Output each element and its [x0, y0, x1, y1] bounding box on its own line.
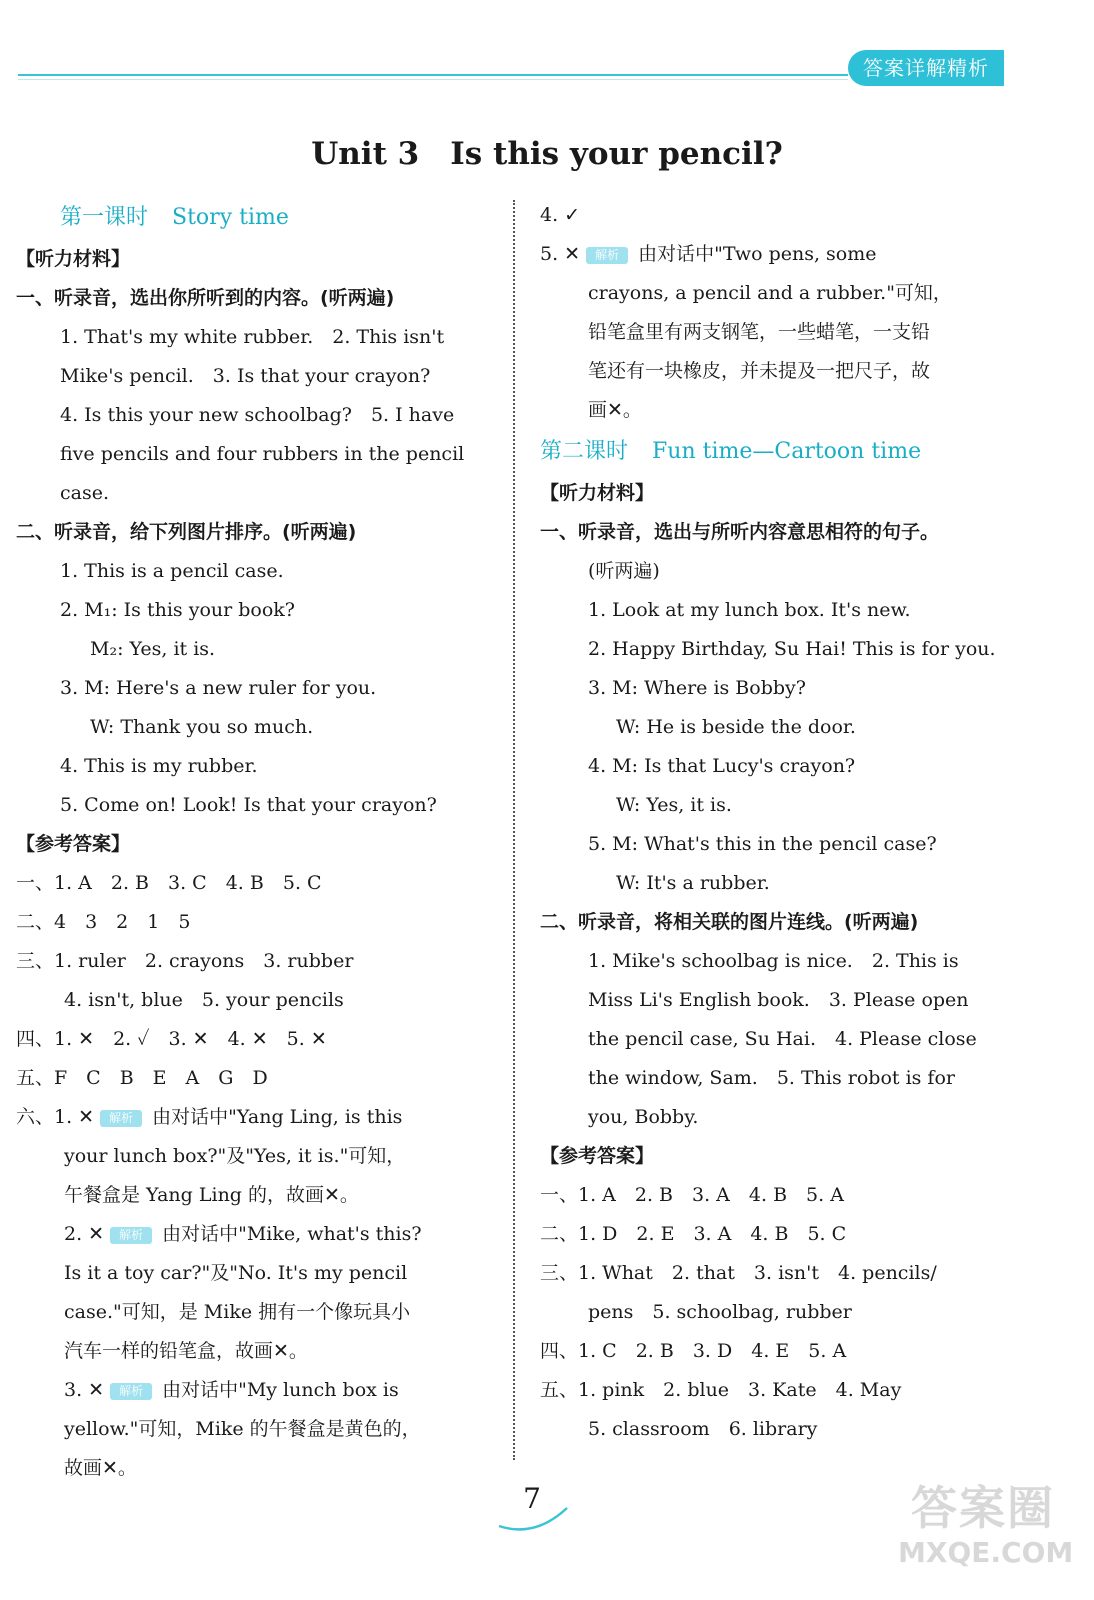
page-number: 7 [523, 1482, 541, 1515]
answer-line: 一、1. A 2. B 3. A 4. B 5. A [540, 1184, 844, 1206]
section1-heading: 一、听录音，选出与所听内容意思相符的句子。 [540, 521, 940, 543]
text-line: crayons, a pencil and a rubber."可知， [588, 282, 952, 304]
text-line: (听两遍) [588, 560, 660, 582]
answer-line: 5. classroom 6. library [588, 1418, 818, 1440]
text-line: 故画✕。 [64, 1457, 137, 1479]
lesson1-cn: 第一课时 [60, 205, 149, 230]
analysis-tag: 解析 [100, 1110, 142, 1127]
analysis-text: 由对话中"My lunch box is [162, 1379, 399, 1401]
text-line: 笔还有一块橡皮，并未提及一把尺子，故 [588, 360, 931, 382]
text-line: Is it a toy car?"及"No. It's my pencil [64, 1262, 408, 1284]
analysis-tag: 解析 [110, 1227, 152, 1244]
text-line: 画✕。 [588, 399, 642, 421]
text-line: yellow."可知，Mike 的午餐盒是黄色的， [64, 1418, 421, 1440]
answer-line: pens 5. schoolbag, rubber [588, 1301, 852, 1323]
answer-line [16, 1098, 506, 1137]
text-line: 5. M: What's this in the pencil case? [588, 833, 937, 855]
material-heading: 【听力材料】 [16, 248, 131, 270]
text-line: you, Bobby. [588, 1106, 699, 1128]
text-line: 汽车一样的铅笔盒，故画✕。 [64, 1340, 308, 1362]
answer-line: 二、4 3 2 1 5 [16, 911, 191, 933]
answer-line [16, 1371, 506, 1410]
right-column [540, 196, 1030, 1449]
analysis-text: 由对话中"Mike, what's this? [162, 1223, 422, 1245]
answer-line: 三、1. What 2. that 3. isn't 4. pencils/ [540, 1262, 937, 1284]
answer-heading: 【参考答案】 [540, 1145, 655, 1167]
text-line: the pencil case, Su Hai. 4. Please close [588, 1028, 977, 1050]
analysis-tag: 解析 [586, 247, 628, 264]
text-line: 1. Look at my lunch box. It's new. [588, 599, 911, 621]
answer-line: 三、1. ruler 2. crayons 3. rubber [16, 950, 354, 972]
text-line: 午餐盒是 Yang Ling 的，故画✕。 [64, 1184, 359, 1206]
text-line: 4. This is my rubber. [60, 755, 258, 777]
lesson1-en: Story time [172, 205, 289, 230]
watermark-url: MXQE.COM [898, 1536, 1074, 1569]
answer-line: 4. ✓ [540, 204, 581, 226]
text-line: W: Thank you so much. [90, 716, 314, 738]
lesson2-en: Fun time—Cartoon time [652, 439, 922, 464]
answer-item: 5. ✕ [540, 243, 581, 265]
answer-line [540, 235, 1030, 274]
text-line: W: It's a rubber. [616, 872, 770, 894]
text-line: 3. M: Here's a new ruler for you. [60, 677, 377, 699]
analysis-text: 由对话中"Two pens, some [638, 243, 877, 265]
answer-line: 4. isn't, blue 5. your pencils [64, 989, 344, 1011]
text-line: five pencils and four rubbers in the pencil [60, 443, 465, 465]
watermark [898, 1480, 1074, 1570]
answer-heading: 【参考答案】 [16, 833, 131, 855]
answer-item: 2. ✕ [64, 1223, 105, 1245]
text-line: 2. M₁: Is this your book? [60, 599, 295, 621]
text-line: Miss Li's English book. 3. Please open [588, 989, 969, 1011]
text-line: 2. Happy Birthday, Su Hai! This is for you. [588, 638, 996, 660]
answer-line: 五、F C B E A G D [16, 1067, 268, 1089]
lesson2-heading [540, 430, 1030, 474]
lesson2-cn: 第二课时 [540, 439, 629, 464]
answer-line: 五、1. pink 2. blue 3. Kate 4. May [540, 1379, 902, 1401]
header-badge: 答案详解精析 [848, 50, 1004, 86]
text-line: the window, Sam. 5. This robot is for [588, 1067, 955, 1089]
text-line: 1. That's my white rubber. 2. This isn't [60, 326, 445, 348]
analysis-text: 由对话中"Yang Ling, is this [152, 1106, 403, 1128]
page-number-swoosh [495, 1498, 575, 1534]
text-line: 4. Is this your new schoolbag? 5. I have [60, 404, 455, 426]
material-heading: 【听力材料】 [540, 482, 655, 504]
answer-line: 一、1. A 2. B 3. C 4. B 5. C [16, 872, 322, 894]
text-line: 3. M: Where is Bobby? [588, 677, 806, 699]
section1-heading: 一、听录音，选出你所听到的内容。(听两遍) [16, 287, 395, 309]
watermark-logo-text: 答案圈 [911, 1481, 1055, 1535]
lesson1-heading [16, 196, 506, 240]
text-line: 1. Mike's schoolbag is nice. 2. This is [588, 950, 959, 972]
answer-line: 二、1. D 2. E 3. A 4. B 5. C [540, 1223, 847, 1245]
header-rule-thin [18, 79, 848, 80]
left-column [16, 196, 506, 1488]
text-line: Mike's pencil. 3. Is that your crayon? [60, 365, 431, 387]
text-line: your lunch box?"及"Yes, it is."可知， [64, 1145, 406, 1167]
section2-heading: 二、听录音，将相关联的图片连线。(听两遍) [540, 911, 919, 933]
answer-item: 3. ✕ [64, 1379, 105, 1401]
text-line: W: He is beside the door. [616, 716, 856, 738]
text-line: 1. This is a pencil case. [60, 560, 284, 582]
section2-heading: 二、听录音，给下列图片排序。(听两遍) [16, 521, 357, 543]
text-line: 铅笔盒里有两支钢笔，一些蜡笔，一支铅 [588, 321, 931, 343]
text-line: 5. Come on! Look! Is that your crayon? [60, 794, 437, 816]
answer-line: 四、1. ✕ 2. ✓ 3. ✕ 4. ✕ 5. ✕ [16, 1028, 327, 1050]
text-line: M₂: Yes, it is. [90, 638, 216, 660]
text-line: case. [60, 482, 110, 504]
analysis-tag: 解析 [110, 1383, 152, 1400]
header-rule [18, 74, 848, 76]
answer-line [16, 1215, 506, 1254]
page-title: Unit 3 Is this your pencil? [311, 136, 783, 172]
text-line: 4. M: Is that Lucy's crayon? [588, 755, 856, 777]
column-divider [513, 200, 515, 1460]
text-line: W: Yes, it is. [616, 794, 732, 816]
answer-line: 四、1. C 2. B 3. D 4. E 5. A [540, 1340, 847, 1362]
text-line: case."可知，是 Mike 拥有一个像玩具小 [64, 1301, 411, 1323]
answer-item: 六、1. ✕ [16, 1106, 95, 1128]
